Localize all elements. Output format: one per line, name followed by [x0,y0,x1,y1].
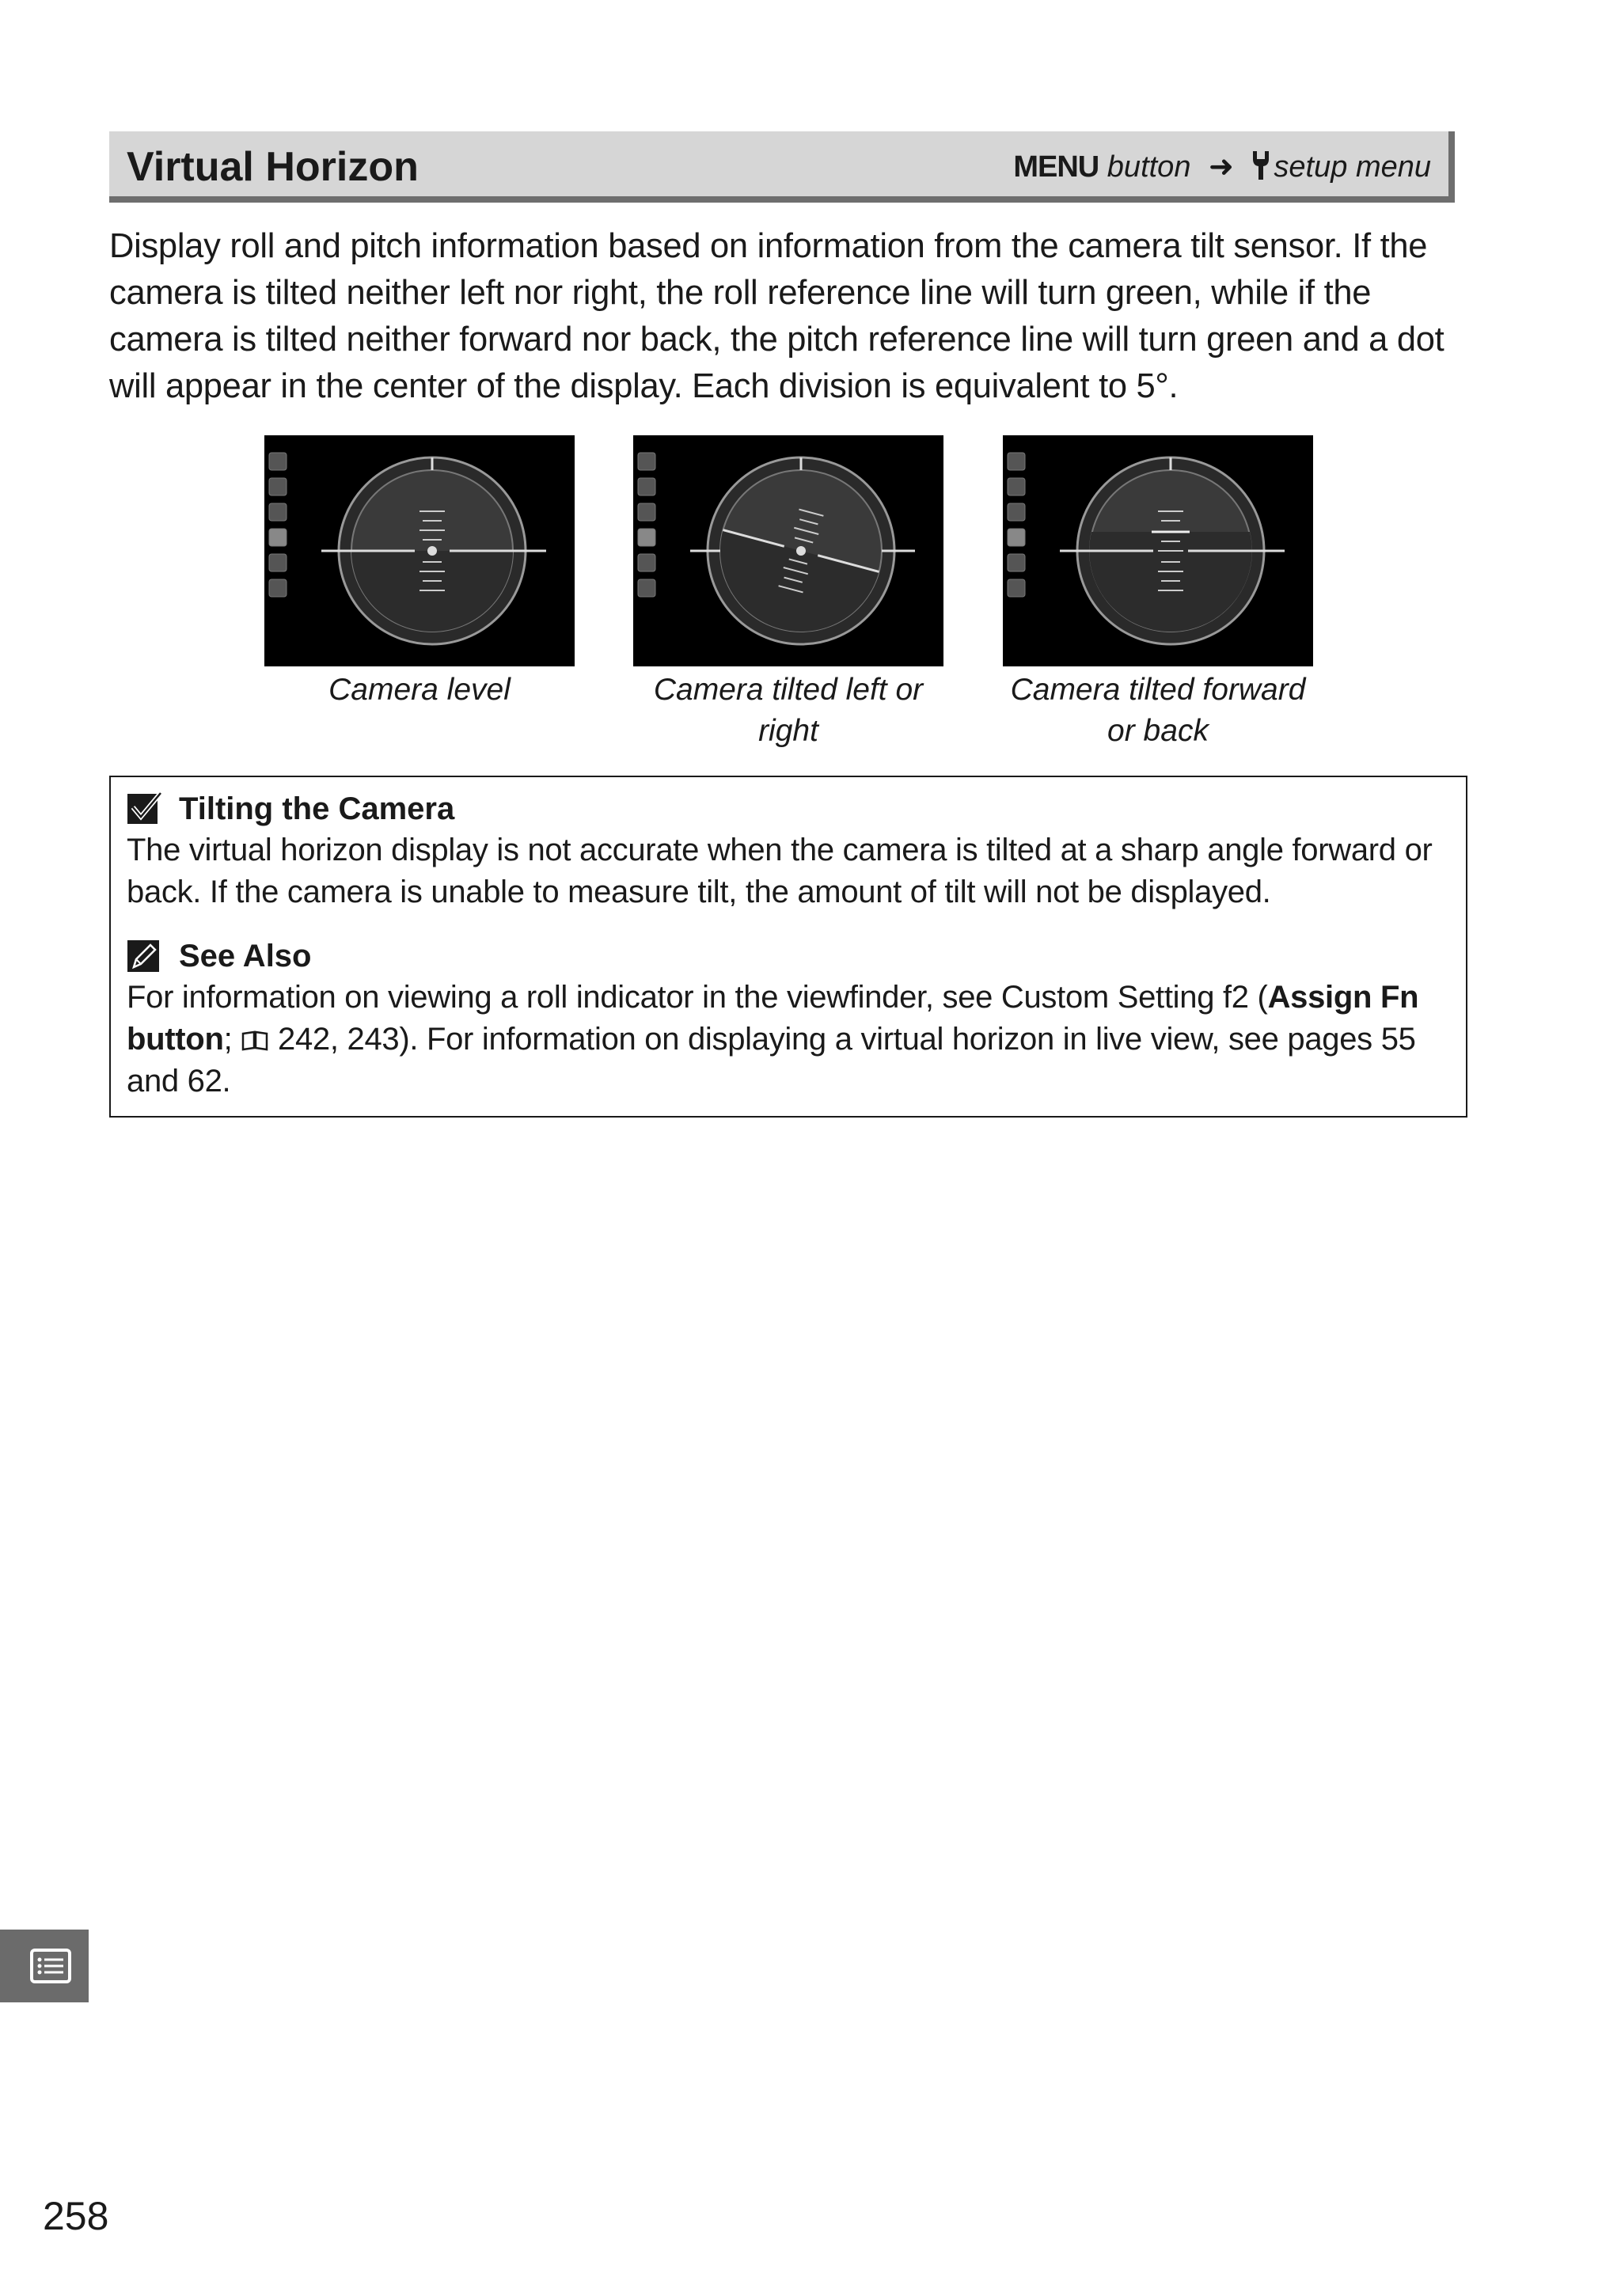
notes-box [109,776,1467,1118]
arrow-icon: ➜ [1209,150,1234,184]
setting-name: Assign Fn button [127,980,1419,1057]
figure-camera-tilted-pitch [1003,435,1313,752]
note-see-also [127,935,1448,1102]
figure-caption: Camera tilted left or right [653,673,924,748]
note-tilting-camera [127,788,1448,913]
wrench-icon [1251,150,1270,181]
intro-paragraph: Display roll and pitch information based on information from the camera tilt sensor. If the camera is tilted neither left nor right, the roll reference line will turn green, while if the camera is tilted neither forward nor back, the pitch reference line will turn green and a dot will appear in the center of the display. Each division is equivalent to 5°. [109,227,1444,405]
book-icon [241,1030,269,1052]
page-number: 258 [43,2194,109,2238]
figure-camera-level [264,435,575,711]
note-heading-text: See Also [179,939,312,973]
menu-list-icon [0,1930,89,2002]
menu-destination: setup menu [1274,150,1431,184]
note-heading [127,788,1448,829]
note-body [127,977,1448,1102]
note-body: The virtual horizon display is not accurate when the camera is tilted at a sharp angle forward or back. If the camera is unable to measure tilt, the amount of tilt will not be displayed. [127,833,1433,909]
caution-check-icon [127,791,163,826]
figure-camera-tilted-roll [633,435,943,752]
pencil-note-icon [127,939,163,973]
menu-path [1013,131,1431,203]
note-heading [127,935,1448,977]
note-body-text: For information on viewing a roll indicator in the viewfinder, see Custom Setting f2 ( [127,980,1268,1015]
figure-caption: Camera level [328,673,511,707]
virtual-horizon-screen [633,435,943,666]
menu-button-word: button [1107,150,1191,184]
section-header [109,131,1455,203]
note-body-text: ; [223,1022,241,1057]
note-body-text: 242, 243). For information on displaying a virtual horizon in live view, see pages 55 and 62. [127,1022,1416,1099]
side-tab[interactable] [0,1930,89,2002]
virtual-horizon-screen [264,435,575,666]
page-title: Virtual Horizon [127,144,419,190]
figure-caption: Camera tilted forward or back [1010,673,1306,748]
note-heading-text: Tilting the Camera [179,791,455,826]
virtual-horizon-screen [1003,435,1313,666]
menu-key-label: MENU [1013,150,1099,184]
